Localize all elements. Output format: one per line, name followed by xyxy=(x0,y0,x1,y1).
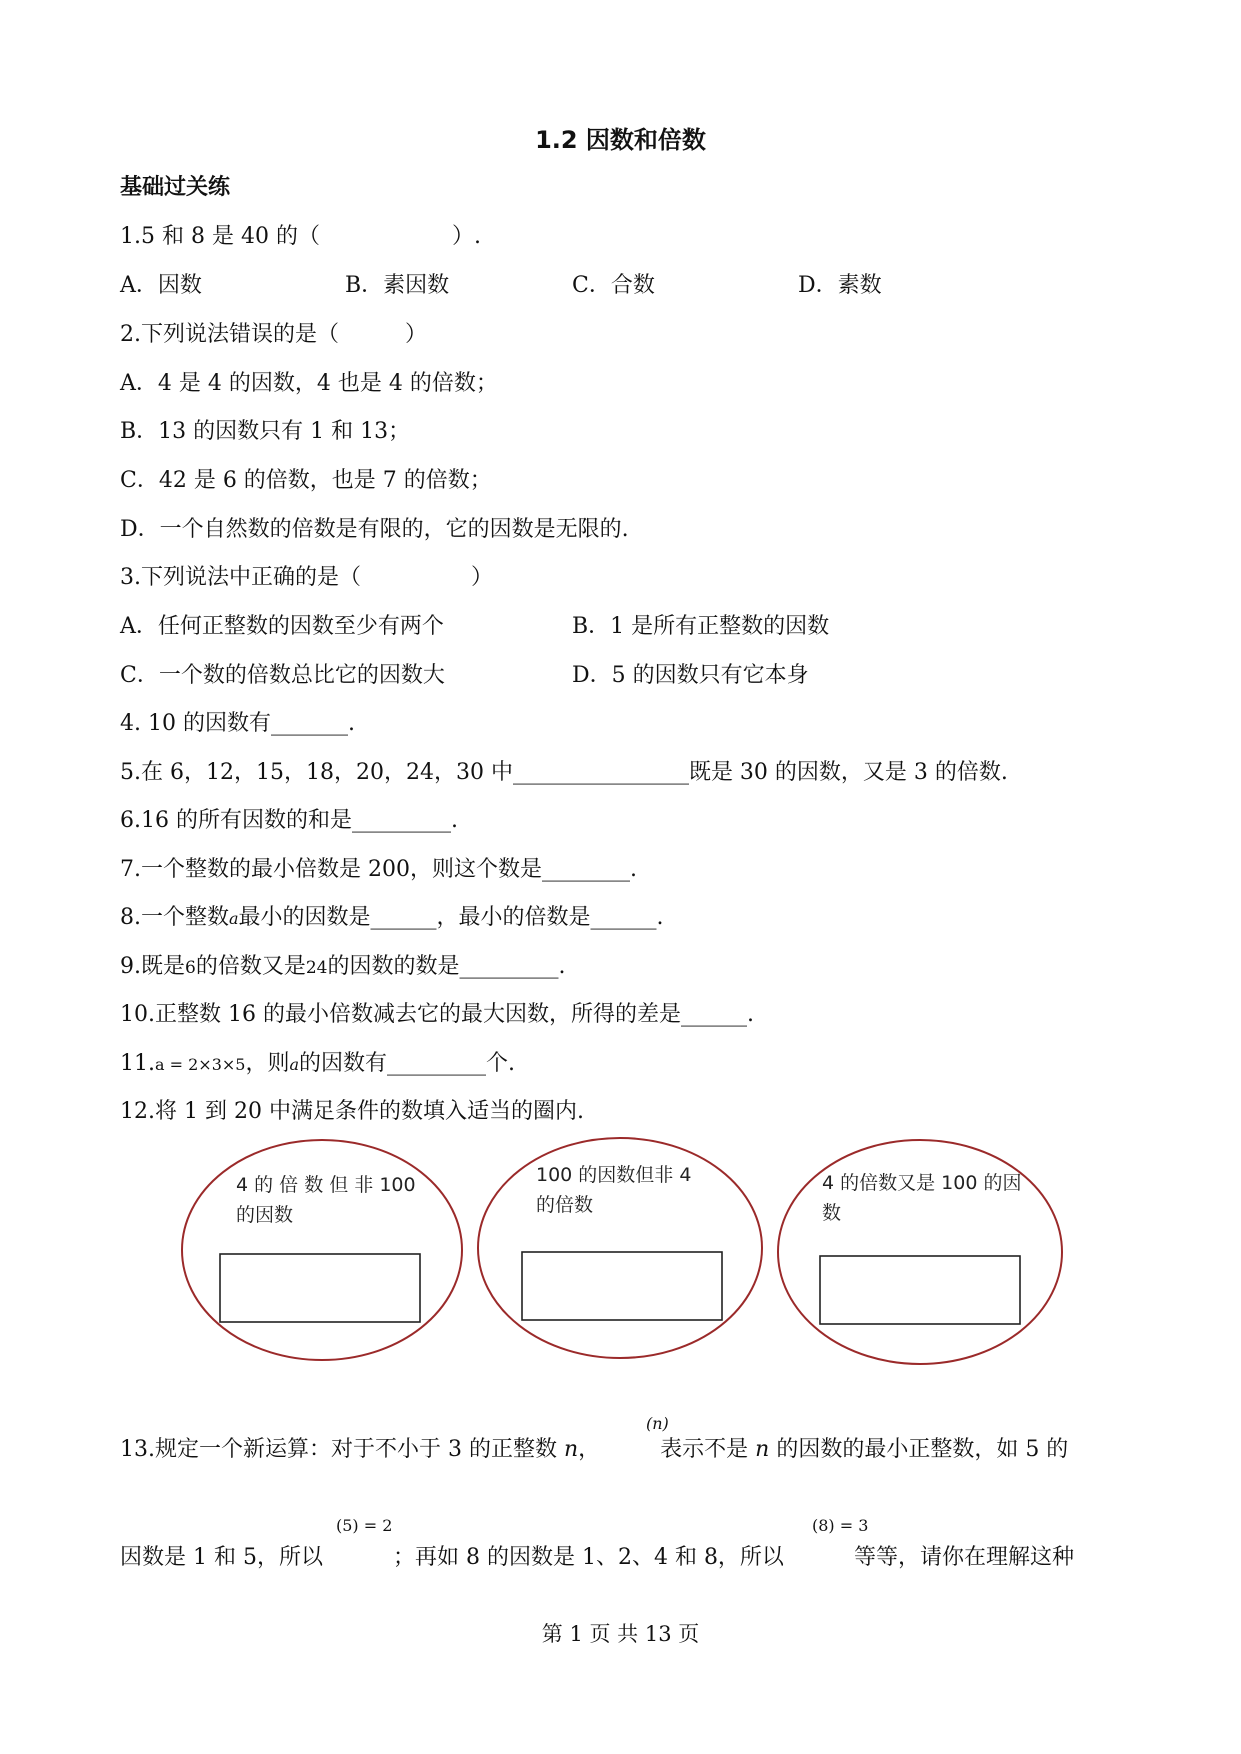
q13-line1-c: 表示不是 xyxy=(660,1437,756,1462)
q13-n-2: n xyxy=(755,1437,770,1462)
q9-mid: 的倍数又是 xyxy=(195,954,306,979)
page-footer: 第 1 页 共 13 页 xyxy=(541,1622,700,1646)
q3-stem: 3.下列说法中正确的是（ ） xyxy=(120,565,493,590)
q9-post: 的因数的数是_________. xyxy=(327,954,566,979)
q13-line1-a: 13.规定一个新运算：对于不小于 3 的正整数 xyxy=(120,1437,564,1462)
q1-stem: 1.5 和 8 是 40 的（ ）. xyxy=(120,224,481,249)
answer-box-3 xyxy=(820,1256,1020,1324)
q9-pre: 9.既是 xyxy=(120,954,185,979)
answer-box-1 xyxy=(220,1254,420,1322)
q3-option-a: A．任何正整数的因数至少有两个 xyxy=(120,614,444,639)
q8-post: 最小的因数是______，最小的倍数是______. xyxy=(238,905,664,930)
q8-var: a xyxy=(229,909,239,928)
section-heading: 基础过关练 xyxy=(120,175,231,200)
q1-option-a: A．因数 xyxy=(120,273,202,298)
q2-option-a: A．4 是 4 的因数，4 也是 4 的倍数； xyxy=(120,371,498,396)
q3-option-c: C．一个数的倍数总比它的因数大 xyxy=(120,663,445,688)
q10-text: 10.正整数 16 的最小倍数减去它的最大因数，所得的差是______. xyxy=(120,1002,754,1027)
q13-line1 xyxy=(120,1432,1068,1463)
q3-option-d: D．5 的因数只有它本身 xyxy=(572,663,809,688)
q9-n1: 6 xyxy=(185,958,196,978)
q2-option-d: D．一个自然数的倍数是有限的，它的因数是无限的. xyxy=(120,517,629,542)
q7-text: 7.一个整数的最小倍数是 200，则这个数是________. xyxy=(120,857,637,882)
q3-option-b: B．1 是所有正整数的因数 xyxy=(572,614,830,639)
q13-line1-b: ， xyxy=(578,1437,601,1462)
q1-option-d: D．素数 xyxy=(798,273,882,298)
q11-mid: ，则 xyxy=(245,1051,290,1076)
q12-stem: 12.将 1 到 20 中满足条件的数填入适当的圈内. xyxy=(120,1099,584,1124)
q8-pre: 8.一个整数 xyxy=(120,905,229,930)
q13-line2-c: 等等，请你在理解这种 xyxy=(853,1545,1074,1570)
q1-option-b: B．素因数 xyxy=(345,273,450,298)
q11-pre: 11. xyxy=(120,1051,155,1076)
q13-sup-1: (5) = 2 xyxy=(336,1516,393,1535)
q13-line2 xyxy=(120,1540,1074,1571)
q2-option-b: B．13 的因数只有 1 和 13； xyxy=(120,419,411,444)
q9-n2: 24 xyxy=(305,958,328,978)
answer-box-2 xyxy=(522,1252,722,1320)
q13-line1-d: 的因数的最小正整数，如 5 的 xyxy=(769,1437,1069,1462)
q13-sup-2: (8) = 3 xyxy=(812,1516,869,1535)
q11-expr: a = 2×3×5 xyxy=(155,1055,246,1074)
q13-line2-a: 因数是 1 和 5，所以 xyxy=(120,1545,323,1570)
page-title: 1.2 因数和倍数 xyxy=(535,126,706,154)
q11-var: a xyxy=(289,1055,300,1074)
q13-line2-b: ；再如 8 的因数是 1、2、4 和 8，所以 xyxy=(392,1545,784,1570)
q11-post: 的因数有_________个. xyxy=(299,1051,516,1076)
q1-option-c: C．合数 xyxy=(572,273,655,298)
q13-sup-n: (n) xyxy=(646,1414,669,1433)
circle-2-label: 100 的因数但非 4 的倍数 xyxy=(536,1164,692,1216)
q2-option-c: C．42 是 6 的倍数，也是 7 的倍数； xyxy=(120,468,492,493)
q2-stem: 2.下列说法错误的是（ ） xyxy=(120,322,427,347)
q5-text: 5.在 6，12，15，18，20，24，30 中________________既是 30 的因数，又是 3 的倍数. xyxy=(120,760,1008,785)
q4-text: 4. 10 的因数有_______. xyxy=(120,711,355,736)
circle-3-label: 4 的倍数又是 100 的因数 xyxy=(822,1172,1022,1224)
q6-text: 6.16 的所有因数的和是_________. xyxy=(120,808,458,833)
q13-n-1: n xyxy=(563,1437,579,1462)
circle-1-label: 4 的 倍 数 但 非 100 的因数 xyxy=(236,1174,416,1226)
